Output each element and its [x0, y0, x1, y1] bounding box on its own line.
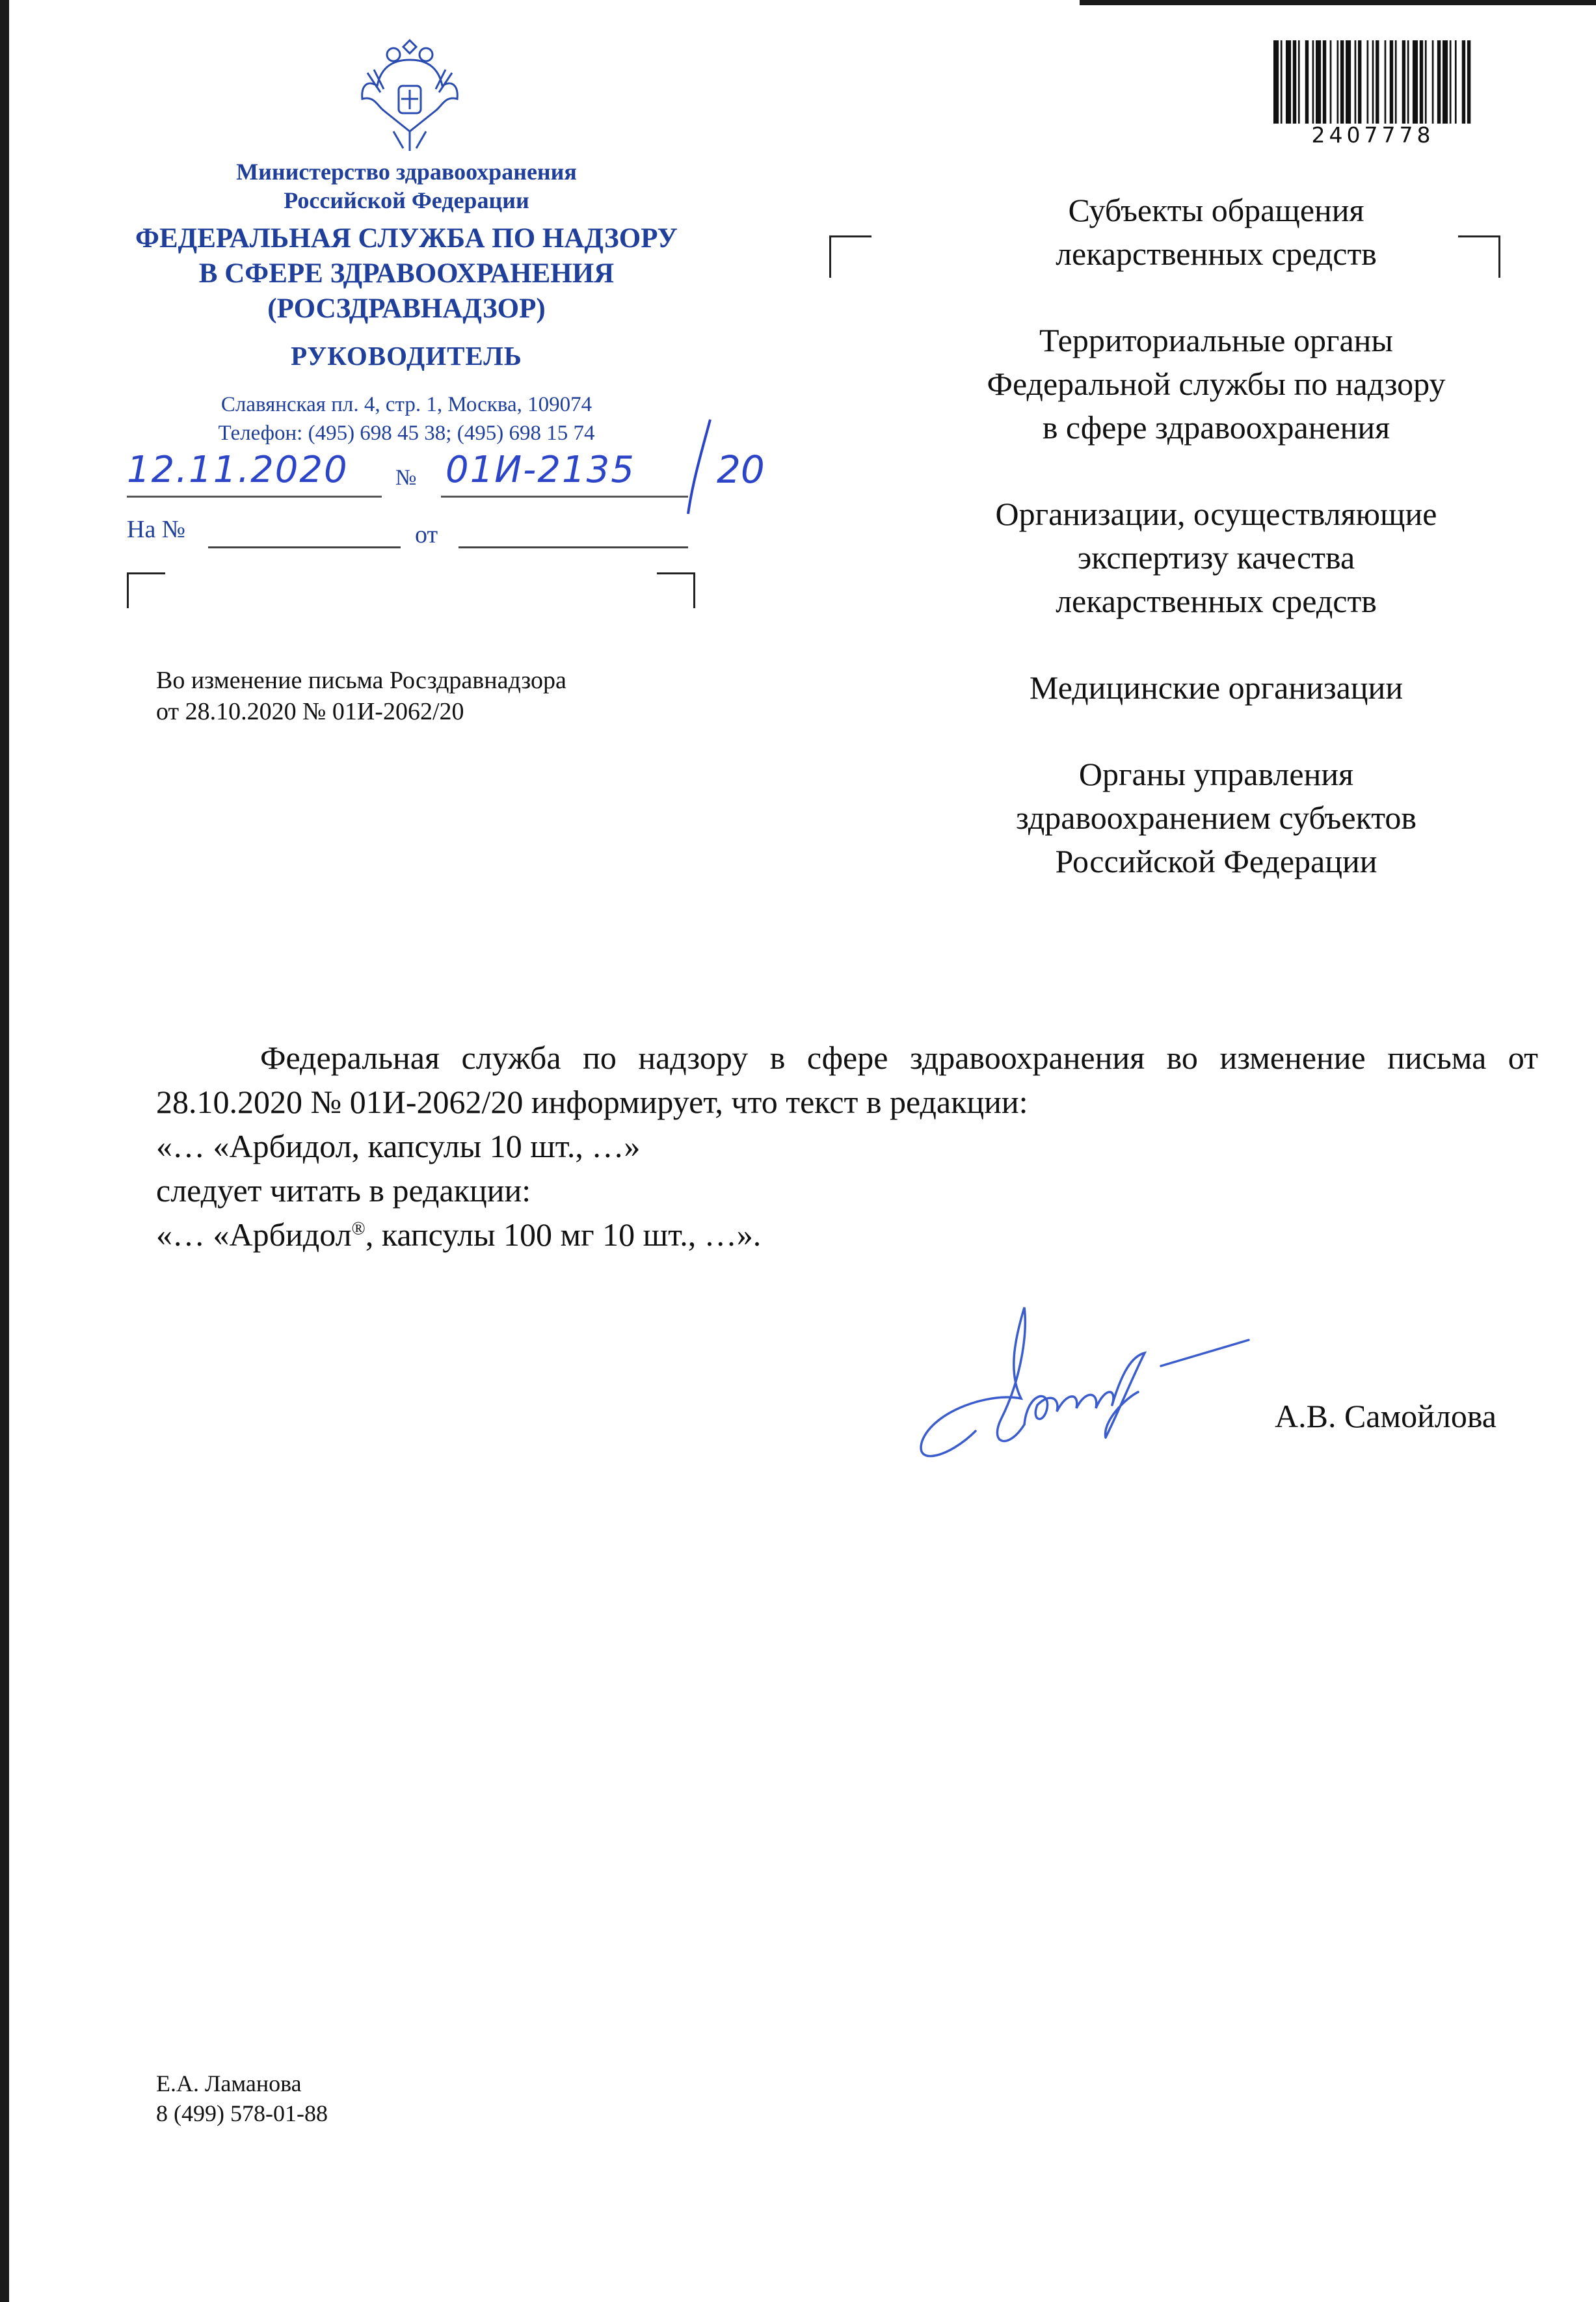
barcode-bar: [1467, 40, 1470, 124]
registration-number-underline: [441, 496, 688, 498]
letter-subject: [156, 665, 715, 727]
ministry-line-1: Министерство здравоохранения: [236, 159, 577, 185]
barcode-bar: [1298, 40, 1300, 124]
addressee-line: Субъекты обращения: [1068, 192, 1364, 228]
barcode-bar: [1316, 40, 1321, 124]
barcode-bar: [1346, 40, 1351, 124]
addressee-line: Федеральной службы по надзору: [987, 366, 1446, 402]
barcode-bar: [1455, 40, 1457, 124]
addressee-line: лекарственных средств: [1056, 235, 1377, 272]
barcode-bar: [1402, 40, 1405, 124]
body-quote-new-end: , капсулы 100 мг 10 шт., …».: [365, 1216, 762, 1253]
corner-mark-left: [127, 572, 165, 608]
service-line-3: (РОСЗДРАВНАДЗОР): [267, 293, 546, 324]
address-line: Славянская пл. 4, стр. 1, Москва, 109074: [220, 393, 592, 416]
phone-line: Телефон: (495) 698 45 38; (495) 698 15 74: [218, 422, 595, 445]
barcode-bar: [1395, 40, 1397, 124]
barcode-bar: [1358, 40, 1361, 124]
barcode-bar: [1281, 40, 1283, 124]
coat-of-arms-emblem: [354, 34, 465, 155]
barcode-bar: [1432, 40, 1434, 124]
address-corner-mark-left: [829, 235, 871, 278]
registration-date-underline: [127, 496, 382, 498]
registered-mark: ®: [351, 1218, 366, 1239]
head-title: РУКОВОДИТЕЛЬ: [291, 341, 522, 371]
service-line-2: В СФЕРЕ ЗДРАВООХРАНЕНИЯ: [198, 258, 615, 289]
signer-name: А.В. Самойлова: [1275, 1398, 1496, 1434]
barcode-bar: [1323, 40, 1326, 124]
ministry-line-2: Российской Федерации: [284, 187, 529, 213]
reference-from-label: от: [415, 521, 438, 548]
barcode-bar: [1407, 40, 1409, 124]
barcode-bar: [1462, 40, 1465, 124]
addressee-line: лекарственных средств: [1056, 583, 1377, 619]
registration-number-label: №: [395, 466, 417, 490]
subject-line-2: от 28.10.2020 № 01И-2062/20: [156, 698, 464, 725]
barcode: [1273, 40, 1472, 124]
barcode-bar: [1312, 40, 1314, 124]
reference-number-label: На №: [127, 516, 186, 543]
barcode-bar: [1443, 40, 1448, 124]
barcode-bar: [1450, 40, 1452, 124]
barcode-bar: [1355, 40, 1357, 124]
addressee-line: Российской Федерации: [1055, 843, 1377, 879]
addressee-group: [907, 492, 1525, 623]
barcode-bar: [1337, 40, 1338, 124]
barcode-bar: [1390, 40, 1393, 124]
addressee-line: здравоохранением субъектов: [1015, 799, 1417, 836]
registration-number-suffix: 20: [717, 448, 765, 492]
subject-line-1: Во изменение письма Росздравнадзора: [156, 667, 566, 694]
addressee-line: Органы управления: [1078, 756, 1354, 792]
scan-edge-top: [1080, 0, 1596, 5]
barcode-bar: [1437, 40, 1441, 124]
body-quote-old: «… «Арбидол, капсулы 10 шт., …»: [156, 1128, 641, 1164]
barcode-bar: [1372, 40, 1374, 124]
barcode-bar: [1413, 40, 1418, 124]
barcode-bar: [1385, 40, 1387, 124]
registration-number: 01И-2135: [446, 449, 635, 491]
letterhead-address: [130, 390, 683, 448]
reference-number-line: [208, 546, 401, 548]
executor-info: [156, 2068, 328, 2128]
handwritten-signature: [911, 1294, 1255, 1477]
service-line-1: ФЕДЕРАЛЬНАЯ СЛУЖБА ПО НАДЗОРУ: [135, 223, 678, 254]
reference-date-line: [459, 546, 688, 548]
scan-edge-left: [0, 0, 9, 2302]
barcode-bar: [1330, 40, 1332, 124]
executor-phone: 8 (499) 578-01-88: [156, 2100, 328, 2126]
letter-body: [156, 1036, 1538, 1257]
body-quote-new-start: «… «Арбидол: [156, 1216, 352, 1253]
barcode-bar: [1425, 40, 1427, 124]
body-instruction: следует читать в редакции:: [156, 1172, 531, 1209]
addressee-group: [907, 753, 1525, 883]
body-paragraph: Федеральная служба по надзору в сфере здравоохранения во изменение письма от 28.10.2020 № 01И-2062/20 информирует, что текст в редакции:: [156, 1039, 1538, 1120]
executor-name: Е.А. Ламанова: [156, 2070, 302, 2096]
body-quote-new: [156, 1212, 1538, 1257]
barcode-bar: [1293, 40, 1296, 124]
corner-mark-right: [657, 572, 695, 608]
barcode-bar: [1305, 40, 1309, 124]
barcode-bar: [1420, 40, 1423, 124]
barcode-bar: [1286, 40, 1291, 124]
addressee-line: Медицинские организации: [1029, 669, 1403, 706]
addressee-line: Организации, осуществляющие: [995, 496, 1437, 532]
addressee-line: Территориальные органы: [1039, 322, 1394, 358]
barcode-bar: [1273, 40, 1279, 124]
addressee-line: в сфере здравоохранения: [1042, 409, 1390, 446]
registration-suffix: [676, 410, 774, 520]
addressee-group: [907, 189, 1525, 276]
addressee-group: [907, 666, 1525, 710]
barcode-bar: [1367, 40, 1369, 124]
barcode-bar: [1376, 40, 1379, 124]
ministry-name: [130, 157, 683, 215]
barcode-bar: [1340, 40, 1344, 124]
addressee-line: экспертизу качества: [1077, 539, 1355, 576]
registration-date: 12.11.2020: [127, 449, 349, 491]
addressee-list: [907, 189, 1525, 926]
service-name: [72, 221, 741, 327]
barcode-number: 2407778: [1311, 122, 1435, 148]
addressee-group: [907, 319, 1525, 449]
